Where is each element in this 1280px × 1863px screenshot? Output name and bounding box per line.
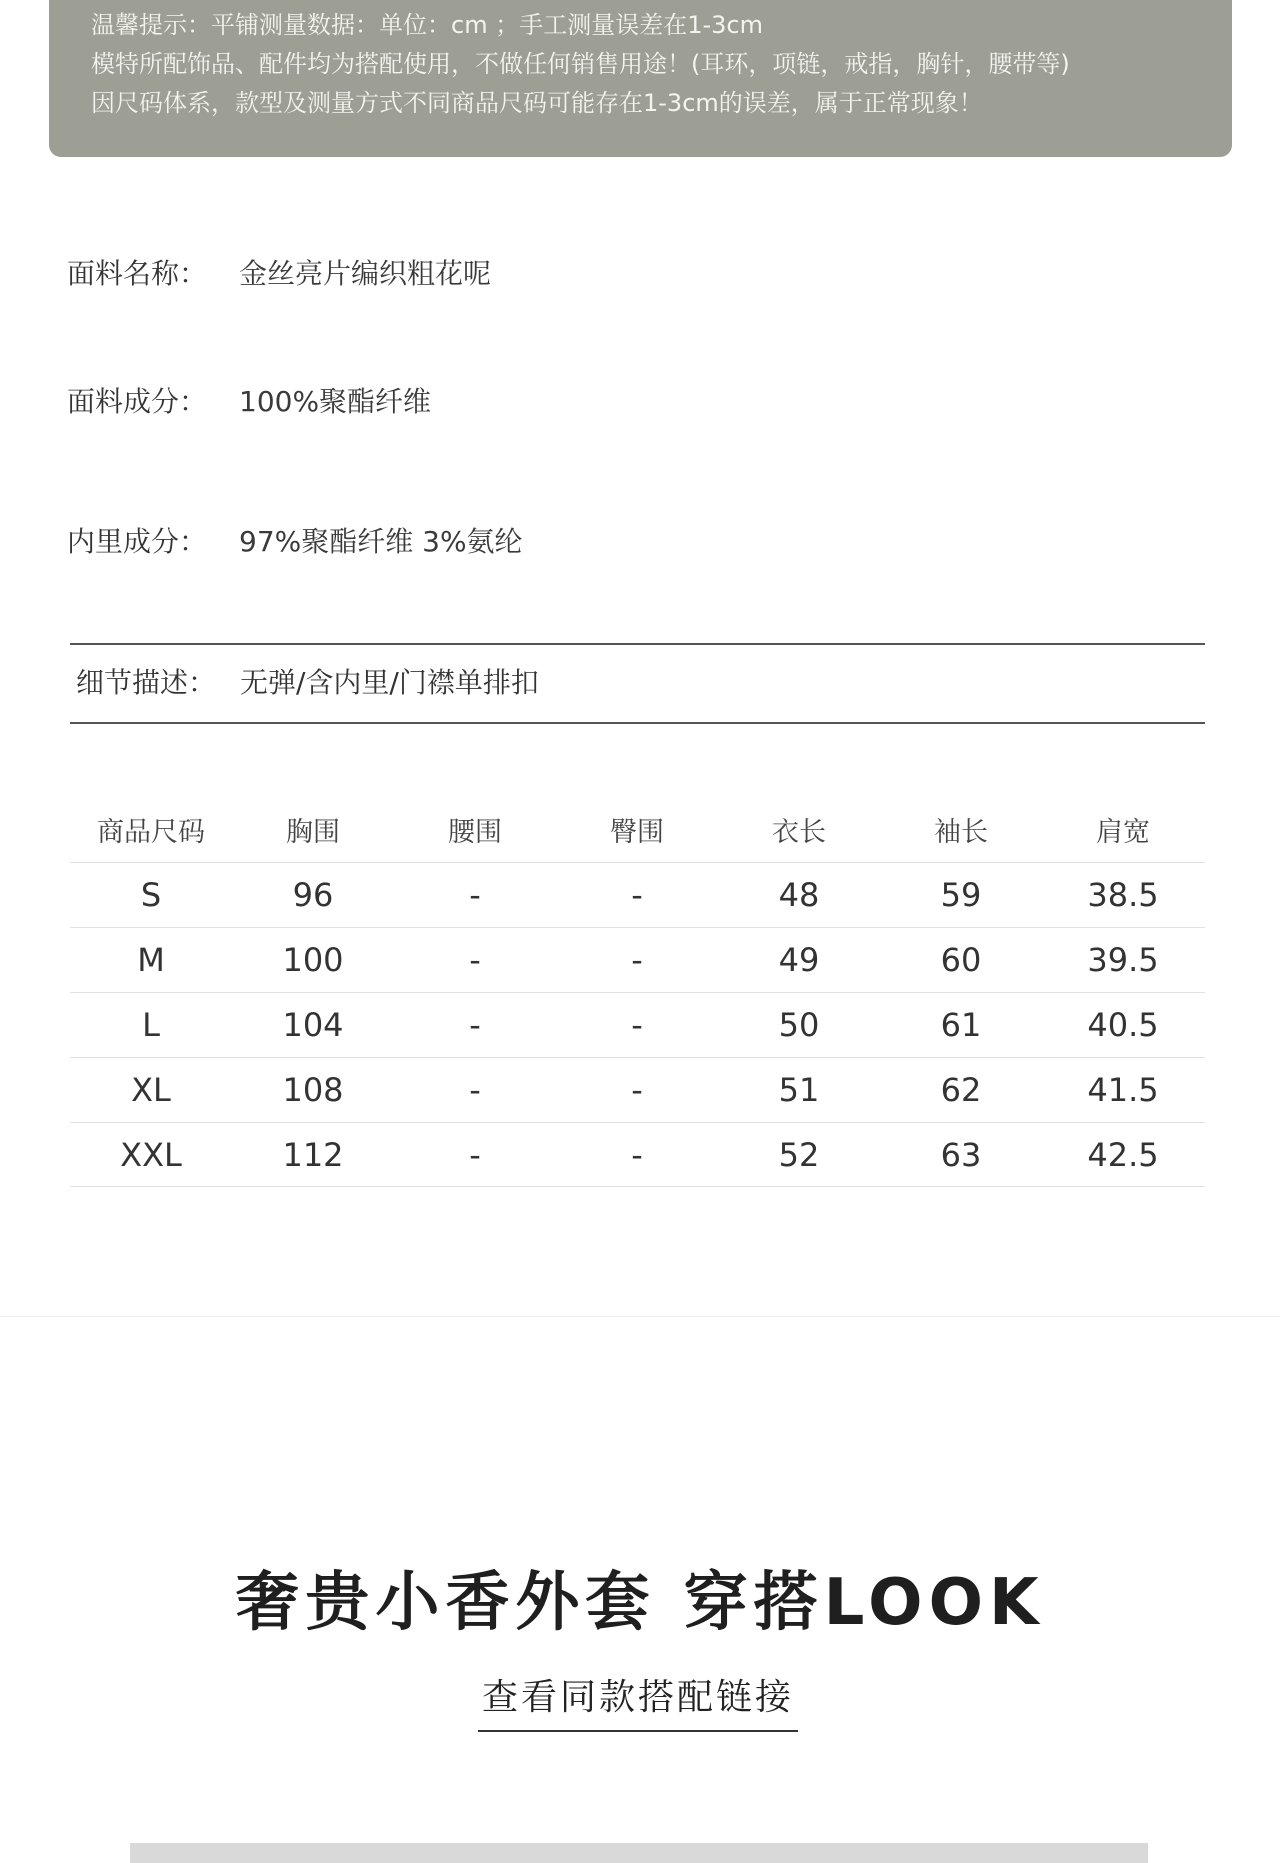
- cell-size: L: [142, 1006, 160, 1044]
- fabric-composition-label: 面料成分：: [67, 385, 208, 418]
- cell-hip: -: [631, 1006, 643, 1044]
- size-table-header: [70, 797, 1205, 862]
- fabric-name-value: 金丝亮片编织粗花呢: [239, 257, 492, 290]
- lining-composition-value: 97%聚酯纤维 3%氨纶: [239, 525, 523, 558]
- cell-shoulder: 38.5: [1087, 876, 1159, 914]
- cell-length: 48: [778, 876, 820, 914]
- cell-hip: -: [631, 876, 643, 914]
- table-row: [70, 862, 1205, 927]
- fabric-composition-value: 100%聚酯纤维: [239, 385, 432, 418]
- cell-hip: -: [631, 941, 643, 979]
- cell-bust: 104: [282, 1006, 344, 1044]
- cell-length: 52: [778, 1135, 820, 1174]
- measurement-notice: [49, 0, 1232, 157]
- table-row: [70, 927, 1205, 992]
- detail-label: 细节描述：: [76, 666, 217, 699]
- header-waist: 腰围: [448, 817, 502, 848]
- cell-shoulder: 41.5: [1087, 1071, 1159, 1109]
- cell-sleeve: 61: [940, 1006, 982, 1044]
- notice-line: 温馨提示：平铺测量数据：单位：cm ；手工测量误差在1-3cm: [91, 11, 763, 39]
- cell-waist: -: [469, 941, 481, 979]
- cell-sleeve: 62: [940, 1071, 982, 1109]
- header-bust: 胸围: [286, 817, 340, 848]
- cell-waist: -: [469, 1135, 481, 1174]
- cell-waist: -: [469, 1071, 481, 1109]
- cell-shoulder: 40.5: [1087, 1006, 1159, 1044]
- cell-length: 50: [778, 1006, 820, 1044]
- cell-size: XL: [131, 1071, 171, 1109]
- cell-size: XXL: [120, 1135, 182, 1174]
- fabric-composition-row: [67, 380, 431, 420]
- cell-length: 51: [778, 1071, 820, 1109]
- look-section-title: 奢贵小香外套 穿搭LOOK: [235, 1566, 1045, 1640]
- notice-line: 模特所配饰品、配件均为搭配使用，不做任何销售用途！(耳环，项链，戒指，胸针，腰带等): [91, 50, 1070, 78]
- cell-bust: 108: [282, 1071, 344, 1109]
- cell-hip: -: [631, 1071, 643, 1109]
- detail-value: 无弹/含内里/门襟单排扣: [240, 666, 539, 699]
- cell-bust: 100: [282, 941, 344, 979]
- cell-bust: 96: [292, 876, 334, 914]
- detail-top-divider: [70, 643, 1205, 645]
- detail-description-row: [76, 661, 539, 701]
- cell-hip: -: [631, 1135, 643, 1174]
- cell-length: 49: [778, 941, 820, 979]
- table-row: [70, 992, 1205, 1057]
- matching-items-link[interactable]: 查看同款搭配链接: [478, 1669, 798, 1732]
- header-shoulder: 肩宽: [1096, 817, 1150, 848]
- cell-size: M: [137, 941, 165, 979]
- size-table: [70, 797, 1205, 1187]
- notice-line: 因尺码体系，款型及测量方式不同商品尺码可能存在1-3cm的误差，属于正常现象！: [91, 89, 983, 117]
- cell-sleeve: 63: [940, 1135, 982, 1174]
- fabric-name-label: 面料名称：: [67, 257, 208, 290]
- cell-waist: -: [469, 876, 481, 914]
- header-size: 商品尺码: [97, 817, 205, 848]
- header-length: 衣长: [772, 817, 826, 848]
- cell-shoulder: 39.5: [1087, 941, 1159, 979]
- cell-waist: -: [469, 1006, 481, 1044]
- cell-sleeve: 59: [940, 876, 982, 914]
- table-row: [70, 1122, 1205, 1187]
- header-hip: 臀围: [610, 817, 664, 848]
- cell-shoulder: 42.5: [1087, 1135, 1159, 1174]
- detail-bottom-divider: [70, 722, 1205, 724]
- fabric-name-row: [67, 252, 491, 292]
- look-photo: [130, 1843, 1148, 1863]
- table-row: [70, 1057, 1205, 1122]
- header-sleeve: 袖长: [934, 817, 988, 848]
- lining-composition-row: [67, 520, 523, 560]
- section-divider: [0, 1316, 1280, 1317]
- lining-composition-label: 内里成分：: [67, 525, 208, 558]
- cell-size: S: [140, 876, 162, 914]
- cell-sleeve: 60: [940, 941, 982, 979]
- cell-bust: 112: [282, 1135, 344, 1174]
